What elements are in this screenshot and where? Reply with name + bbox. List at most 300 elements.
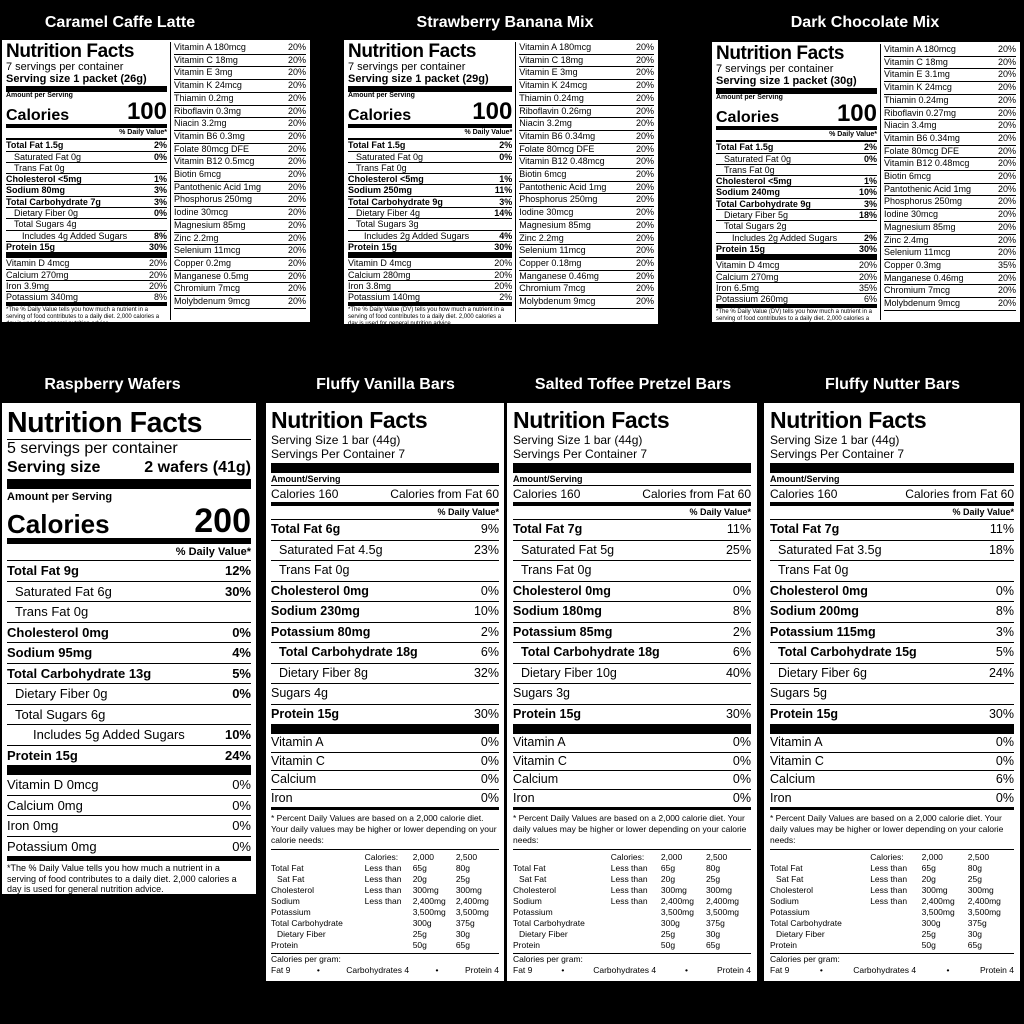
nutrient-row xyxy=(716,271,877,282)
servings-per-container: Servings Per Container 7 xyxy=(770,447,1014,473)
serving-size: Serving Size 1 bar (44g) xyxy=(770,433,900,447)
nutrient-percent: 2% xyxy=(863,232,877,243)
table-cell: 375g xyxy=(455,918,475,928)
label-left-column xyxy=(6,41,171,328)
vitamin-percent: 20% xyxy=(635,130,654,141)
product-title-strawberry: Strawberry Banana Mix xyxy=(416,14,594,31)
nutrient-row xyxy=(6,241,167,258)
nutrient-percent: 24% xyxy=(224,747,251,763)
vitamin-label: Selenium 11mcg xyxy=(519,245,586,256)
nutrient-label: Trans Fat 0g xyxy=(356,162,407,173)
nutrient-row xyxy=(716,164,877,175)
amount-per-serving: Amount per Serving xyxy=(6,92,73,99)
nutrient-percent: 3% xyxy=(863,198,877,209)
label-heading: Nutrition Facts xyxy=(7,407,251,440)
product-title-caramel: Caramel Caffe Latte xyxy=(44,14,196,31)
table-cell: 25g xyxy=(455,874,471,884)
table-header-cell: 2,000 xyxy=(660,852,683,862)
nutrition-label-caramel xyxy=(2,40,310,328)
label-left-column xyxy=(348,41,516,328)
nutrient-percent: 2% xyxy=(153,140,167,151)
nutrient-percent: 0% xyxy=(995,790,1014,805)
nutrient-row xyxy=(7,560,251,581)
nutrient-label: Protein 15g xyxy=(770,706,839,721)
calories-value: Calories 160 xyxy=(271,487,339,501)
table-cell: Sat Fat xyxy=(776,874,804,884)
calories-label: Calories xyxy=(716,109,780,126)
fat-per-gram: Fat 9 xyxy=(770,965,790,975)
vitamin-label: Thiamin 0.2mg xyxy=(174,92,234,103)
nutrient-label: Includes 2g Added Sugars xyxy=(732,232,838,243)
nutrient-percent: 35% xyxy=(858,282,877,293)
nutrition-label-strawberry xyxy=(344,40,658,328)
separator: • xyxy=(561,965,565,975)
nutrient-row xyxy=(770,683,1014,704)
table-cell: Dietary Fiber xyxy=(277,929,326,939)
nutrient-percent: 1% xyxy=(153,174,167,185)
vitamin-label: Chromium 7mcg xyxy=(174,283,241,294)
servings-per-container: 7 servings per container xyxy=(6,61,124,73)
nutrient-row xyxy=(348,241,512,258)
nutrient-label: Iron 3.8mg xyxy=(348,280,392,291)
nutrient-percent: 30% xyxy=(494,241,513,252)
vitamin-row xyxy=(884,108,1016,121)
nutrient-percent: 1% xyxy=(499,174,513,185)
nutrient-label: Vitamin A xyxy=(513,735,566,749)
nutrient-percent: 12% xyxy=(224,563,251,578)
vitamin-label: Selenium 11mcg xyxy=(174,245,241,256)
nutrient-row xyxy=(348,151,512,162)
vitamin-label: Phosphorus 250mg xyxy=(884,196,963,207)
table-cell xyxy=(611,940,661,951)
vitamin-label: Folate 80mcg DFE xyxy=(174,143,250,154)
nutrient-label: Calcium xyxy=(770,772,816,786)
table-cell: Less than xyxy=(870,874,908,884)
vitamin-row xyxy=(884,44,1016,57)
vitamin-label: Molybdenum 9mcg xyxy=(174,296,251,307)
table-cell: 300mg xyxy=(921,885,948,895)
nutrient-row xyxy=(770,601,1014,622)
nutrient-label: Vitamin A xyxy=(271,735,324,749)
nutrient-label: Calcium 270mg xyxy=(6,269,69,280)
vitamin-label: Vitamin E 3mg xyxy=(174,67,233,78)
vitamin-row xyxy=(174,258,306,271)
vitamin-row xyxy=(519,296,654,309)
nutrient-row xyxy=(716,198,877,209)
nutrient-percent: 3% xyxy=(499,196,513,207)
vitamin-row xyxy=(884,285,1016,298)
table-cell: Sat Fat xyxy=(519,874,547,884)
vitamin-percent: 20% xyxy=(635,67,654,78)
vitamin-label: Vitamin E 3.1mg xyxy=(884,69,950,80)
vitamin-label: Vitamin A 180mcg xyxy=(519,42,592,52)
nutrient-percent: 0% xyxy=(995,753,1014,768)
vitamin-percent: 20% xyxy=(635,219,654,230)
table-cell: 80g xyxy=(967,863,982,873)
vitamin-label: Iodine 30mcg xyxy=(519,207,574,218)
nutrient-row xyxy=(716,282,877,293)
nutrient-label: Dietary Fiber 0g xyxy=(14,208,79,219)
table-cell: 25g xyxy=(705,874,721,884)
calories-value: 200 xyxy=(194,502,251,540)
serving-size-value: 1 packet (26g) xyxy=(73,73,147,85)
separator: • xyxy=(819,965,823,975)
nutrient-label: Vitamin D 4mcg xyxy=(716,260,780,271)
vitamin-percent: 20% xyxy=(287,54,306,65)
table-cell: 20g xyxy=(921,874,936,884)
nutrient-percent: 6% xyxy=(480,645,499,659)
nutrient-label: Saturated Fat 4.5g xyxy=(279,542,383,557)
daily-value-header: % Daily Value* xyxy=(348,128,512,139)
nutrient-label: Total Carbohydrate 18g xyxy=(521,645,660,659)
vitamin-row xyxy=(174,283,306,296)
nutrient-percent: 0% xyxy=(732,790,751,805)
nutrient-row xyxy=(271,519,499,540)
table-cell: 80g xyxy=(705,863,721,873)
vitamin-row xyxy=(519,271,654,284)
vitamin-label: Magnesium 85mg xyxy=(174,219,246,230)
serving-size-value: 1 packet (30g) xyxy=(783,75,857,87)
table-cell: Cholesterol xyxy=(271,885,314,895)
vitamin-row xyxy=(884,120,1016,133)
vitamin-percent: 20% xyxy=(997,82,1016,93)
vitamin-percent: 20% xyxy=(997,209,1016,220)
nutrient-row xyxy=(513,601,751,622)
vitamin-row xyxy=(884,235,1016,248)
table-cell: 3,500mg xyxy=(455,907,489,917)
nutrient-percent: 24% xyxy=(988,665,1014,680)
nutrient-percent: 30% xyxy=(148,241,167,252)
nutrient-label: Vitamin C xyxy=(513,753,567,768)
calories-per-gram: Calories per gram: xyxy=(770,953,1014,965)
nutrient-label: Dietary Fiber 6g xyxy=(778,665,867,680)
nutrient-row xyxy=(7,795,251,816)
calories-value: Calories 160 xyxy=(770,487,838,501)
vitamin-percent: 20% xyxy=(635,283,654,294)
serving-size-label: Serving size xyxy=(6,73,71,85)
vitamin-percent: 20% xyxy=(635,181,654,192)
vitamin-percent: 20% xyxy=(997,145,1016,156)
table-cell: Total Fat xyxy=(513,863,546,873)
vitamin-row xyxy=(174,67,306,80)
nutrient-row xyxy=(513,560,751,581)
daily-value-header: % Daily Value* xyxy=(689,507,751,517)
table-cell: Sat Fat xyxy=(277,874,305,884)
nutrient-label: Sodium 95mg xyxy=(7,645,93,660)
calories-value: 100 xyxy=(126,98,167,125)
amount-per-serving: Amount per Serving xyxy=(348,92,415,99)
nutrient-percent: 3% xyxy=(153,185,167,196)
vitamin-label: Folate 80mcg DFE xyxy=(519,143,595,154)
calories-from-fat: Calories from Fat 60 xyxy=(642,487,751,501)
nutrient-percent: 30% xyxy=(988,706,1014,721)
calories-value: 100 xyxy=(472,98,513,125)
nutrient-row xyxy=(716,141,877,152)
vitamin-percent: 20% xyxy=(287,67,306,78)
table-cell: Sodium xyxy=(770,896,799,906)
vitamin-label: Pantothenic Acid 1mg xyxy=(884,183,972,194)
nutrient-row xyxy=(6,291,167,302)
table-cell xyxy=(611,929,661,940)
vitamin-row xyxy=(519,55,654,68)
nutrient-label: Sugars 3g xyxy=(513,686,570,700)
vitamin-row xyxy=(884,298,1016,311)
nutrient-row xyxy=(513,663,751,684)
vitamin-row xyxy=(174,220,306,233)
daily-values-table xyxy=(271,852,499,951)
daily-value-header: % Daily Value* xyxy=(175,546,251,558)
table-cell: 50g xyxy=(412,940,427,950)
nutrient-percent: 6% xyxy=(995,772,1014,786)
nutrient-label: Saturated Fat 6g xyxy=(15,583,112,599)
vitamin-row xyxy=(174,233,306,246)
calories-per-gram-values xyxy=(513,965,751,976)
vitamin-label: Niacin 3.2mg xyxy=(174,118,227,129)
nutrient-row xyxy=(6,162,167,173)
serving-size-line xyxy=(716,75,877,94)
calories-value: 100 xyxy=(836,100,877,127)
vitamin-percent: 20% xyxy=(997,158,1016,169)
amount-per-serving: Amount per Serving xyxy=(716,94,783,101)
table-cell: 50g xyxy=(921,940,936,950)
nutrient-label: Vitamin C xyxy=(271,753,325,768)
nutrient-row xyxy=(770,622,1014,643)
nutrient-percent: 0% xyxy=(153,151,167,162)
vitamin-percent: 20% xyxy=(997,298,1016,309)
nutrient-label: Vitamin D 4mcg xyxy=(6,258,70,269)
nutrient-row xyxy=(271,663,499,684)
table-cell: Dietary Fiber xyxy=(519,929,568,939)
nutrient-row xyxy=(770,704,1014,735)
nutrient-label: Iron xyxy=(513,790,535,805)
nutrient-label: Total Fat 1.5g xyxy=(716,142,774,153)
vitamin-label: Vitamin B6 0.34mg xyxy=(884,132,960,143)
nutrient-label: Calcium 0mg xyxy=(7,797,83,813)
table-cell: 25g xyxy=(967,874,982,884)
table-cell: 2,400mg xyxy=(660,896,694,906)
nutrient-label: Protein 15g xyxy=(7,747,78,763)
servings-per-container: 7 servings per container xyxy=(716,63,834,75)
vitamin-percent: 20% xyxy=(287,283,306,294)
vitamin-label: Zinc 2.2mg xyxy=(519,232,564,243)
nutrient-label: Includes 4g Added Sugars xyxy=(22,230,128,241)
nutrient-row xyxy=(7,724,251,745)
nutrient-label: Total Sugars 4g xyxy=(14,219,77,230)
vitamin-row xyxy=(174,42,306,55)
vitamin-row xyxy=(174,207,306,220)
nutrient-row xyxy=(271,683,499,704)
nutrient-label: Includes 5g Added Sugars xyxy=(33,727,185,742)
nutrition-label-toffee xyxy=(507,403,757,981)
vitamin-row xyxy=(884,273,1016,286)
nutrition-label-raspberry xyxy=(2,403,256,894)
nutrient-label: Iron xyxy=(271,790,293,805)
vitamin-row xyxy=(884,260,1016,273)
table-cell: 65g xyxy=(412,863,427,873)
nutrient-row xyxy=(513,683,751,704)
vitamin-label: Iodine 30mcg xyxy=(174,207,229,218)
vitamin-label: Manganese 0.5mg xyxy=(174,270,249,281)
calories-per-gram-values xyxy=(770,965,1014,976)
table-header-cell: Calories: xyxy=(870,852,904,862)
nutrient-percent: 9% xyxy=(480,522,499,536)
nutrient-label: Iron 3.9mg xyxy=(6,280,50,291)
vitamin-row xyxy=(519,144,654,157)
vitamin-row xyxy=(519,118,654,131)
vitamin-label: Zinc 2.2mg xyxy=(174,232,219,243)
nutrient-row xyxy=(770,540,1014,561)
vitamin-row xyxy=(519,156,654,169)
vitamin-percent: 20% xyxy=(635,156,654,167)
table-cell: Less than xyxy=(364,874,402,884)
nutrient-label: Potassium 340mg xyxy=(6,292,79,303)
calories-label: Calories xyxy=(7,509,110,539)
vitamin-percent: 20% xyxy=(287,143,306,154)
table-cell xyxy=(365,940,413,951)
table-cell: Less than xyxy=(610,863,648,873)
table-header-spacer xyxy=(513,852,611,863)
nutrition-label-dark xyxy=(712,42,1020,330)
vitamin-label: Selenium 11mcg xyxy=(884,247,951,258)
nutrient-label: Includes 2g Added Sugars xyxy=(364,230,470,241)
nutrient-row xyxy=(513,704,751,735)
nutrient-row xyxy=(6,173,167,184)
nutrient-row xyxy=(770,581,1014,602)
vitamin-percent: 20% xyxy=(997,94,1016,105)
nutrient-percent: 0% xyxy=(732,772,751,786)
table-cell xyxy=(365,929,413,940)
nutrient-percent: 20% xyxy=(148,280,167,291)
nutrient-percent: 0% xyxy=(863,153,877,164)
protein-per-gram: Protein 4 xyxy=(464,965,499,975)
nutrient-label: Potassium 115mg xyxy=(770,624,876,639)
nutrient-percent: 0% xyxy=(232,818,251,833)
nutrient-row xyxy=(716,175,877,186)
nutrient-percent: 20% xyxy=(858,260,877,271)
daily-values-table xyxy=(770,852,1014,951)
nutrient-label: Trans Fat 0g xyxy=(15,604,89,619)
vitamin-percent: 20% xyxy=(287,207,306,218)
vitamin-percent: 20% xyxy=(997,247,1016,258)
vitamin-row xyxy=(519,182,654,195)
table-cell: 2,400mg xyxy=(412,896,446,906)
nutrient-percent: 0% xyxy=(995,735,1014,749)
table-cell: 3,500mg xyxy=(921,907,955,917)
calories-row xyxy=(348,100,512,128)
vitamin-row xyxy=(174,144,306,157)
nutrient-row xyxy=(6,218,167,229)
vitamin-label: Niacin 3.4mg xyxy=(884,120,937,131)
nutrient-percent: 30% xyxy=(224,583,251,599)
vitamin-row xyxy=(519,220,654,233)
vitamin-row xyxy=(174,194,306,207)
daily-values-table-wrap xyxy=(770,849,1014,951)
nutrient-row xyxy=(513,734,751,752)
nutrient-percent: 0% xyxy=(153,208,167,219)
vitamin-percent: 20% xyxy=(287,181,306,192)
nutrient-percent: 6% xyxy=(732,645,751,659)
nutrient-row xyxy=(513,519,751,540)
vitamin-percent: 20% xyxy=(635,80,654,91)
nutrient-label: Potassium 80mg xyxy=(271,624,371,639)
nutrient-label: Potassium 260mg xyxy=(716,294,789,305)
nutrient-label: Dietary Fiber 0g xyxy=(15,686,108,701)
nutrient-percent: 0% xyxy=(732,735,751,749)
nutrient-row xyxy=(513,540,751,561)
nutrient-label: Protein 15g xyxy=(716,243,766,254)
servings-per-container: Servings Per Container 7 xyxy=(513,447,751,473)
vitamin-row xyxy=(519,258,654,271)
carb-per-gram: Carbohydrates 4 xyxy=(593,965,657,975)
nutrient-percent: 20% xyxy=(148,258,167,269)
vitamin-label: Biotin 6mcg xyxy=(519,169,567,180)
nutrient-row xyxy=(348,162,512,173)
nutrient-row xyxy=(6,139,167,150)
serving-size-label: Serving size xyxy=(348,73,413,85)
separator: • xyxy=(316,965,320,975)
nutrient-row xyxy=(348,258,512,268)
nutrient-label: Trans Fat 0g xyxy=(279,563,350,577)
fat-per-gram: Fat 9 xyxy=(513,965,533,975)
nutrient-label: Sodium 230mg xyxy=(271,604,360,618)
vitamin-row xyxy=(519,131,654,144)
vitamin-row xyxy=(174,169,306,182)
nutrient-label: Calcium xyxy=(271,772,317,786)
vitamin-percent: 20% xyxy=(997,221,1016,232)
vitamin-label: Copper 0.2mg xyxy=(174,257,232,268)
vitamin-row xyxy=(884,95,1016,108)
vitamin-label: Biotin 6mcg xyxy=(884,171,932,182)
table-cell xyxy=(870,918,921,929)
vitamin-label: Vitamin C 18mg xyxy=(884,56,948,67)
table-cell xyxy=(870,940,921,951)
servings-per-container: 5 servings per container xyxy=(7,440,178,457)
daily-values-table-wrap xyxy=(513,849,751,951)
table-cell: 300g xyxy=(412,918,432,928)
label-footnote: *The % Daily Value (DV) tells you how much a nutrient in a serving of food contributes to a daily diet. 2,000 calories a day is used for general nutrition advice. xyxy=(716,304,877,330)
vitamin-percent: 20% xyxy=(997,44,1016,54)
table-cell: 25g xyxy=(660,929,676,939)
serving-size-label: Serving size xyxy=(7,459,101,476)
table-cell: 65g xyxy=(921,863,936,873)
table-cell: 300mg xyxy=(967,885,994,895)
nutrient-row xyxy=(271,752,499,771)
table-cell: 300mg xyxy=(705,885,732,895)
nutrient-percent: 0% xyxy=(732,753,751,768)
nutrient-row xyxy=(513,789,751,808)
label-heading: Nutrition Facts xyxy=(6,41,135,62)
nutrient-percent: 25% xyxy=(725,542,751,557)
nutrient-percent: 5% xyxy=(232,665,251,681)
nutrient-label: Total Fat 7g xyxy=(770,522,840,536)
vitamin-row xyxy=(174,271,306,284)
vitamin-label: Vitamin K 24mcg xyxy=(884,82,952,93)
vitamin-row xyxy=(519,106,654,119)
nutrient-label: Sodium 250mg xyxy=(348,185,413,196)
calories-label: Calories xyxy=(6,107,70,124)
fat-per-gram: Fat 9 xyxy=(271,965,291,975)
table-cell: 3,500mg xyxy=(412,907,446,917)
label-heading: Nutrition Facts xyxy=(271,407,428,433)
vitamin-row xyxy=(174,156,306,169)
nutrient-percent: 0% xyxy=(480,772,499,786)
table-cell: Total Carbohydrate xyxy=(513,918,585,928)
vitamin-label: Molybdenum 9mcg xyxy=(519,296,596,307)
vitamin-row xyxy=(884,184,1016,197)
nutrient-row xyxy=(271,560,499,581)
nutrient-percent: 2% xyxy=(499,140,513,151)
nutrient-row xyxy=(7,581,251,602)
